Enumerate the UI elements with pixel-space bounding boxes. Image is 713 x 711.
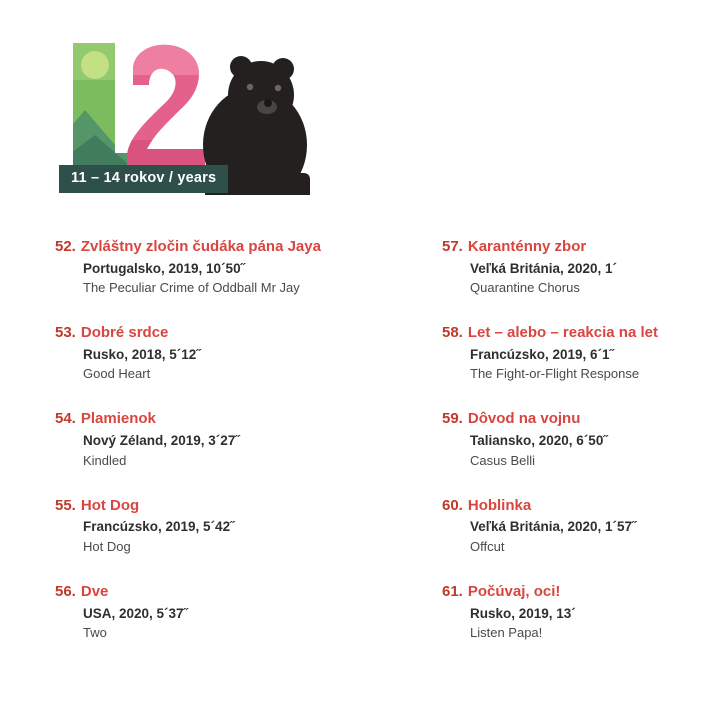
film-entry: [55, 238, 356, 297]
film-title: Karanténny zbor: [467, 238, 587, 255]
film-meta: Rusko, 2018, 5´12˝: [83, 346, 201, 362]
film-listing: [0, 238, 713, 642]
film-title-line: [442, 583, 712, 602]
film-number: 59.: [442, 410, 463, 428]
film-title: Dve: [80, 582, 109, 600]
film-title-line: [442, 497, 712, 516]
film-entry: [55, 583, 356, 642]
film-title: Let – alebo – reakcia na let: [467, 324, 658, 342]
film-meta: Francúzsko, 2019, 5´42˝: [83, 519, 235, 535]
film-original-title: Quarantine Chorus: [470, 280, 580, 296]
film-meta: Veľká Británia, 2020, 1´: [470, 260, 618, 276]
film-entry: [55, 497, 356, 556]
film-meta: Taliansko, 2020, 6´50˝: [470, 433, 608, 449]
film-title-line: [442, 324, 712, 343]
film-number: 55.: [55, 496, 76, 514]
film-title: Počúvaj, oci!: [467, 582, 561, 600]
film-title-line: [55, 583, 356, 602]
film-meta: Francúzsko, 2019, 6´1˝: [470, 346, 615, 362]
film-title-line: [55, 238, 356, 257]
film-entry: [442, 497, 712, 556]
film-original-title: The Fight-or-Flight Response: [470, 366, 640, 382]
film-title: Dôvod na vojnu: [467, 410, 581, 428]
film-column-right: [356, 238, 712, 642]
age-category-badge: 11 – 14 rokov / years: [59, 165, 228, 193]
film-title: Dobré srdce: [80, 324, 169, 342]
film-meta: Portugalsko, 2019, 10´50˝: [83, 260, 246, 276]
film-number: 53.: [55, 324, 76, 342]
film-entry: [55, 410, 356, 469]
film-entry: [442, 238, 712, 297]
film-title: Zvláštny zločin čudáka pána Jaya: [80, 238, 321, 255]
film-entry: [442, 324, 712, 383]
film-title: Hot Dog: [80, 496, 140, 514]
film-number: 56.: [55, 582, 76, 600]
film-title: Plamienok: [80, 410, 156, 428]
film-number: 61.: [442, 582, 463, 600]
film-title-line: [442, 238, 712, 257]
film-original-title: Casus Belli: [470, 452, 536, 468]
film-number: 58.: [442, 324, 463, 342]
film-original-title: The Peculiar Crime of Oddball Mr Jay: [83, 280, 300, 296]
film-entry: [442, 583, 712, 642]
film-meta: Rusko, 2019, 13´: [470, 605, 576, 621]
film-number: 52.: [55, 238, 76, 255]
film-original-title: Kindled: [83, 452, 127, 468]
film-column-left: [0, 238, 356, 642]
film-title: Hoblinka: [467, 496, 532, 514]
film-meta: USA, 2020, 5´37˝: [83, 605, 189, 621]
film-number: 57.: [442, 238, 463, 255]
film-original-title: Listen Papa!: [470, 625, 543, 641]
film-number: 54.: [55, 410, 76, 428]
festival-logo: [55, 25, 320, 195]
film-original-title: Two: [83, 625, 107, 641]
film-meta: Nový Zéland, 2019, 3´27˝: [83, 433, 240, 449]
film-entry: [442, 410, 712, 469]
film-title-line: [442, 410, 712, 429]
film-title-line: [55, 497, 356, 516]
film-meta: Veľká Británia, 2020, 1´57˝: [470, 519, 637, 535]
film-title-line: [55, 410, 356, 429]
film-original-title: Good Heart: [83, 366, 151, 382]
film-original-title: Offcut: [470, 538, 505, 554]
film-original-title: Hot Dog: [83, 538, 131, 554]
film-number: 60.: [442, 496, 463, 514]
film-title-line: [55, 324, 356, 343]
film-entry: [55, 324, 356, 383]
